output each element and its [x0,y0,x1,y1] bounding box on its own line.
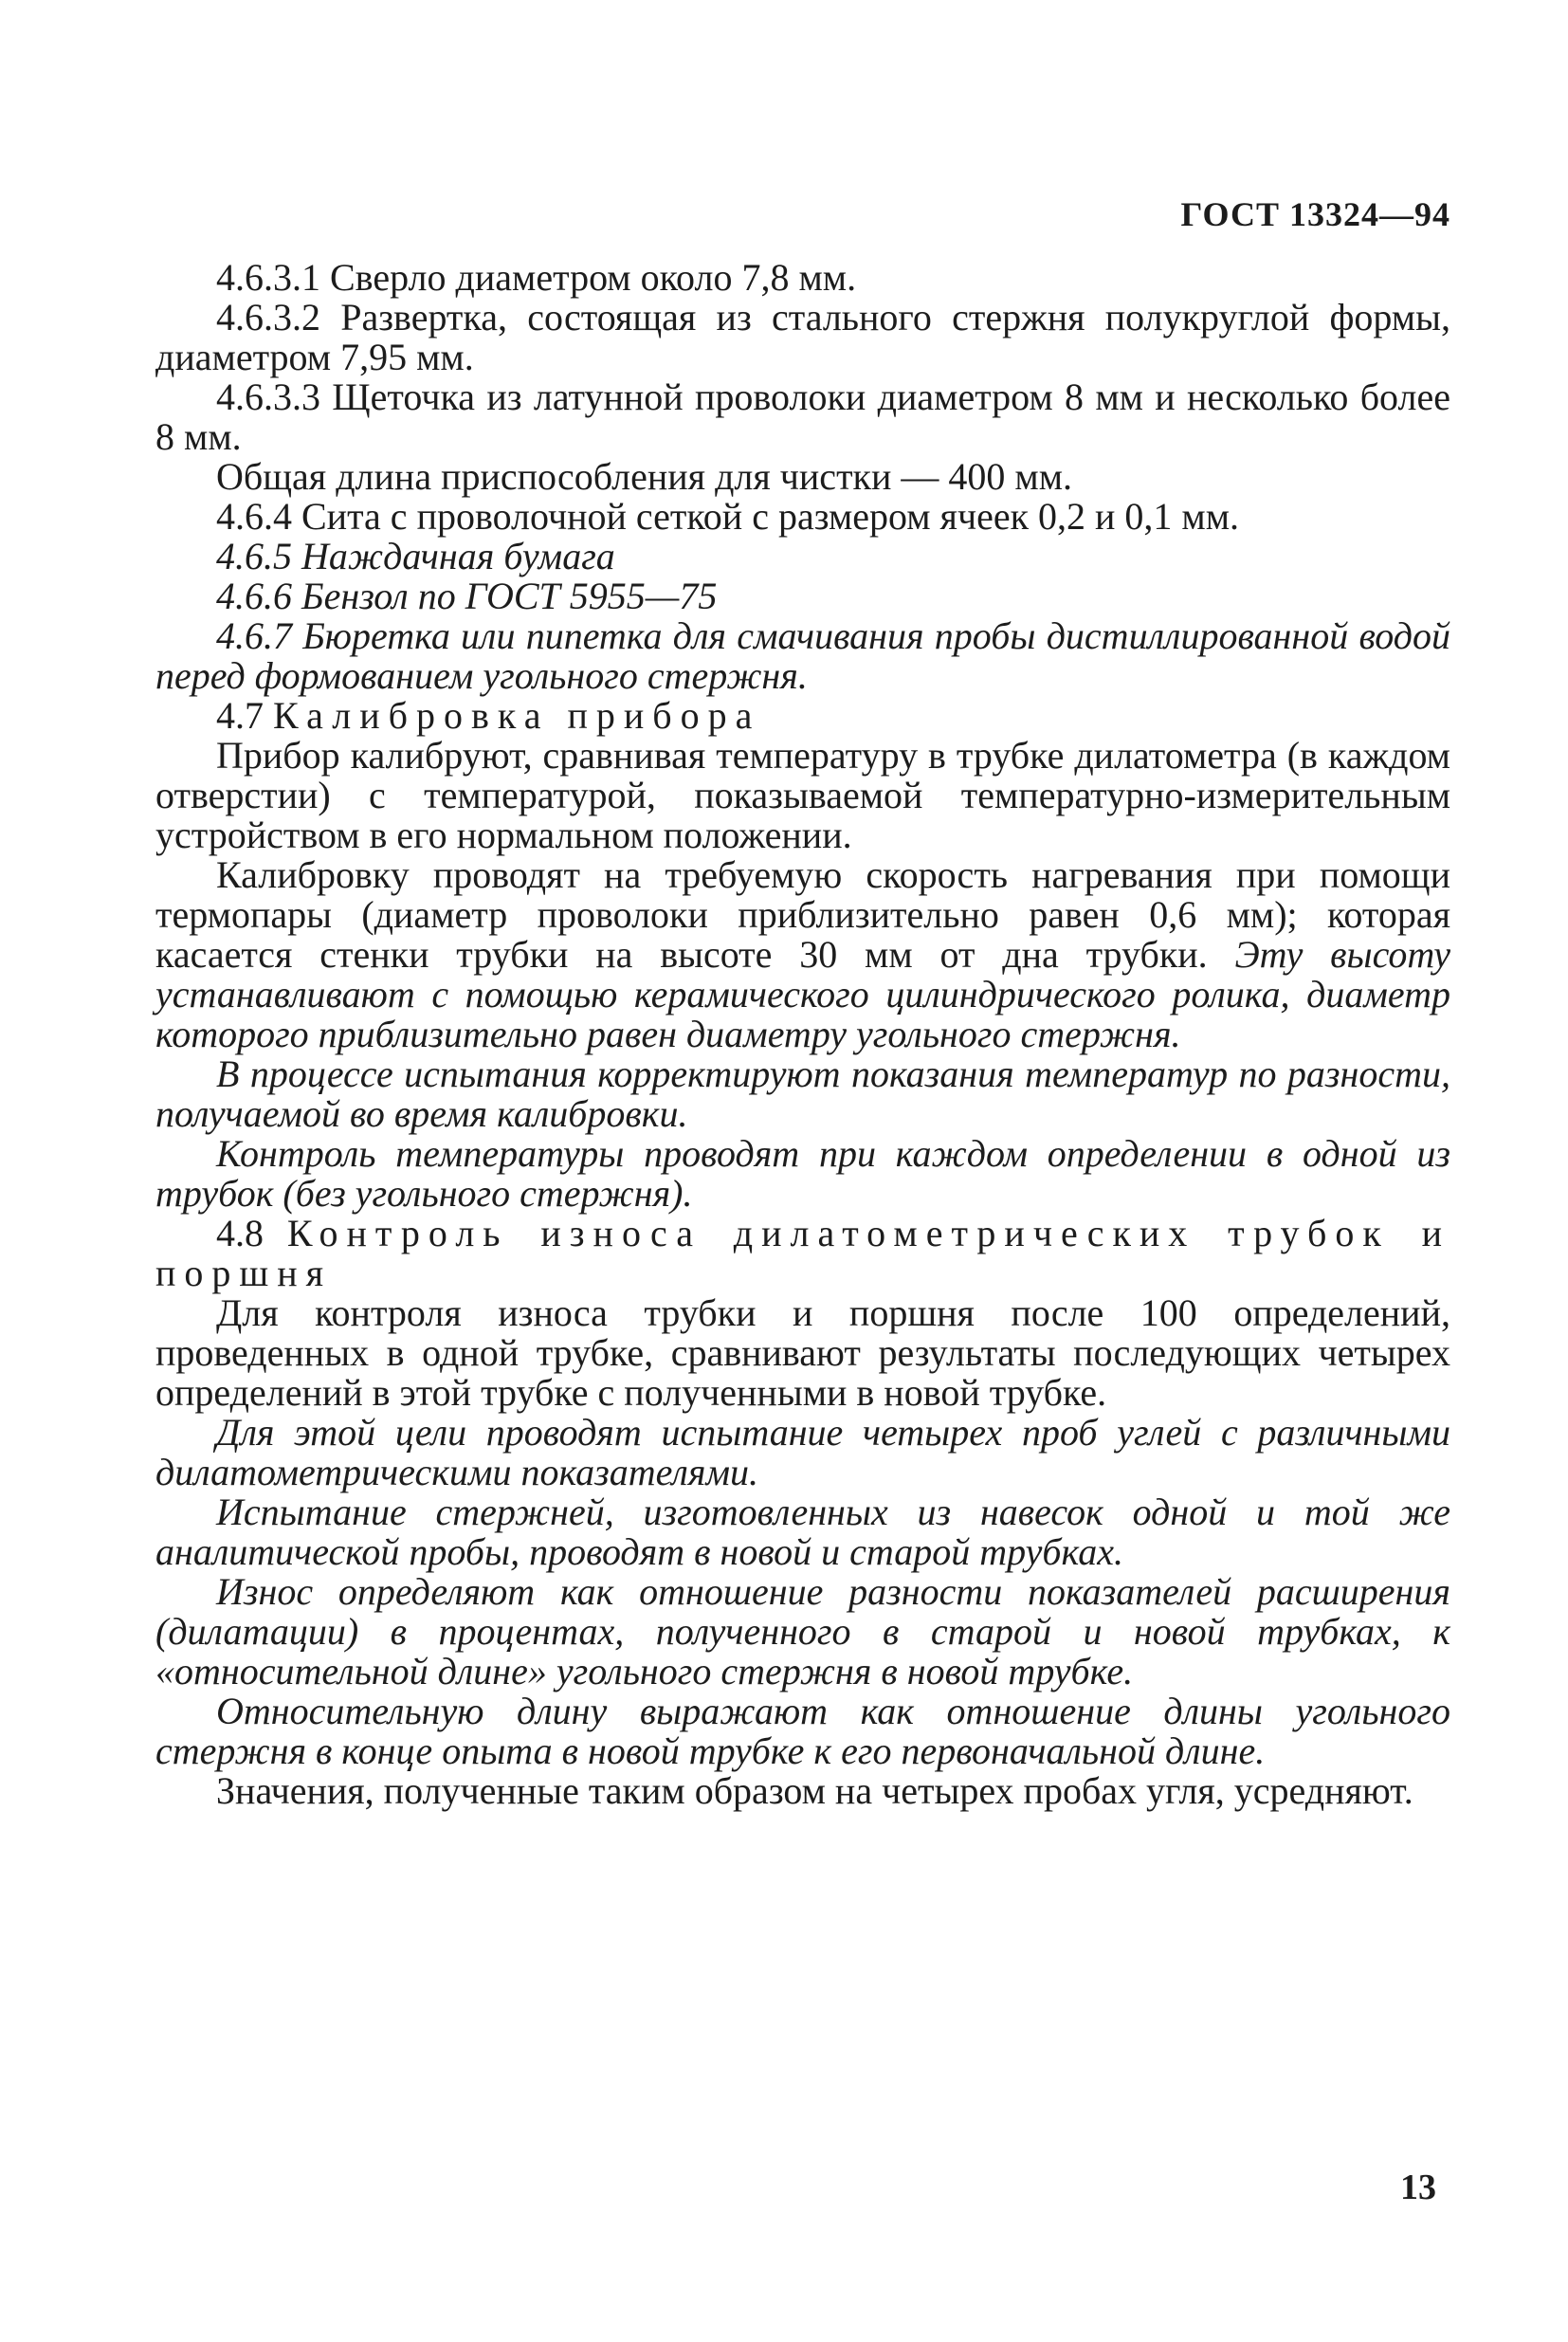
document-header: ГОСТ 13324—94 [1180,195,1450,233]
item-4-6-3-2: 4.6.3.2 Развертка, состоящая из стального стержня полукруглой формы, диаметром 7,95 мм. [155,296,1450,378]
section-title: Калибровка прибора [273,694,761,737]
section-title: Контроль износа дилатометрических трубок и поршня [155,1212,1451,1294]
document-body [155,258,1450,1811]
section-4-7-paragraph-4: Контроль температуры проводят при каждом определении в одной из трубок (без угольного стержня). [155,1132,1450,1215]
paragraph-regular-text: Калибровку проводят на требуемую скорость нагревания при помощи термопары (диаметр проволоки приблизительно равен 0,6 мм); которая касается стенки трубки на высоте 30 мм от дна трубки. [155,853,1450,976]
section-4-8-paragraph-4: Износ определяют как отношение разности показателей расширения (дилатации) в процентах, полученного в старой и новой трубках, к «относительной длине» угольного стержня в новой трубке. [155,1570,1450,1692]
section-4-8-heading [155,1214,1450,1293]
section-4-8-paragraph-2: Для этой цели проводят испытание четырех проб углей с различными дилатометрическими показателями. [155,1411,1450,1493]
paragraph-italic-text: Эту высоту устанавливают с помощью керамического цилиндрического ролика, диаметр которого приблизительно равен диаметру угольного стержня. [155,933,1450,1055]
section-number: 4.7 [216,694,264,737]
section-4-7-paragraph-2 [155,855,1450,1054]
item-4-6-7: 4.6.7 Бюретка или пипетка для смачивания пробы дистиллированной водой перед формованием угольного стержня. [155,614,1450,697]
item-4-6-3-1: 4.6.3.1 Сверло диаметром около 7,8 мм. [216,256,857,299]
section-4-7-paragraph-1: Прибор калибруют, сравнивая температуру в трубке дилатометра (в каждом отверстии) с температурой, показываемой температурно-измерительным устройством в его нормальном положении. [155,734,1450,856]
section-4-8-paragraph-5: Относительную длину выражают как отношение длины угольного стержня в конце опыта в новой трубке к его первоначальной длине. [155,1690,1450,1772]
total-length-note: Общая длина приспособления для чистки — 400 мм. [216,455,1073,498]
item-4-6-6: 4.6.6 Бензол по ГОСТ 5955—75 [216,575,718,617]
item-4-6-4: 4.6.4 Сита с проволочной сеткой с размером ячеек 0,2 и 0,1 мм. [216,495,1240,538]
section-4-8-paragraph-3: Испытание стержней, изготовленных из навесок одной и той же аналитической пробы, проводят в новой и старой трубках. [155,1491,1450,1573]
section-4-7-paragraph-3: В процессе испытания корректируют показания температур по разности, получаемой во время калибровки. [155,1052,1450,1135]
item-4-6-3-3: 4.6.3.3 Щеточка из латунной проволоки диаметром 8 мм и несколько более 8 мм. [155,375,1450,458]
section-4-7-heading [155,696,1450,736]
section-4-8-paragraph-1: Для контроля износа трубки и поршня после 100 определений, проведенных в одной трубке, сравнивают результаты последующих четырех определений в этой трубке с полученными в новой трубке. [155,1291,1450,1414]
section-number: 4.8 [216,1212,264,1254]
item-4-6-5: 4.6.5 Наждачная бумага [216,535,615,577]
section-4-8-paragraph-6: Значения, полученные таким образом на четырех пробах угля, усредняют. [216,1769,1413,1812]
page-number: 13 [1400,2168,1436,2207]
